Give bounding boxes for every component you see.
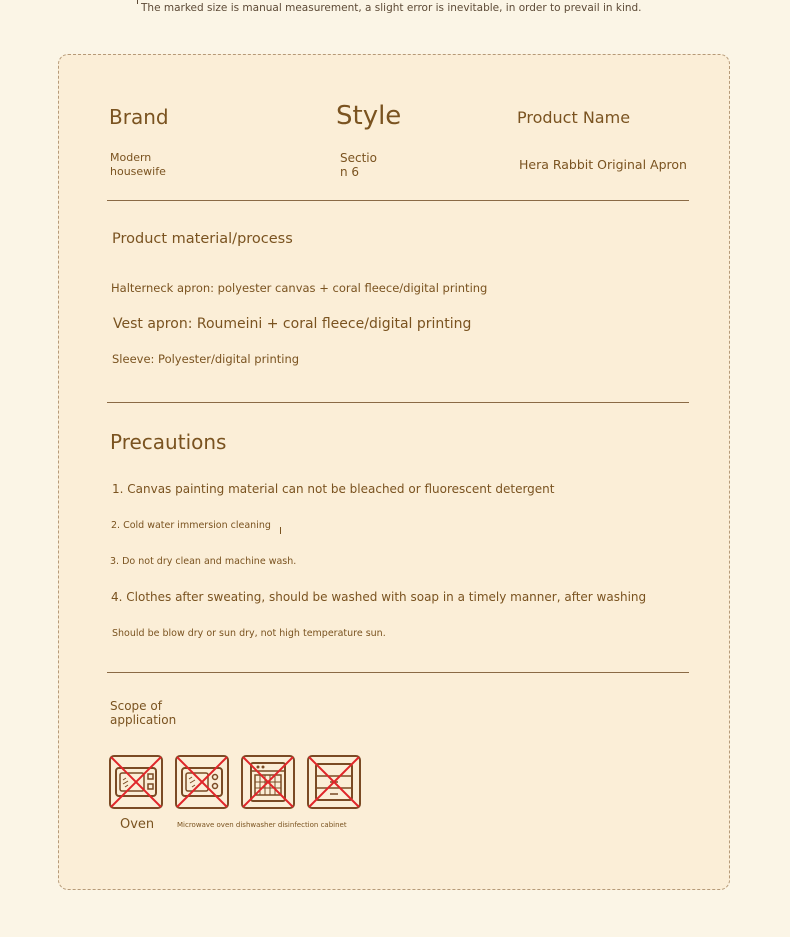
- precaution-item-4-continued: Should be blow dry or sun dry, not high temperature sun.: [112, 628, 386, 639]
- style-value: [340, 151, 377, 179]
- top-tick-mark: [137, 0, 138, 4]
- material-line-vest: Vest apron: Roumeini + coral fleece/digital printing: [113, 316, 472, 332]
- no-dishwasher-icon: [241, 755, 295, 809]
- style-value-line1: Sectio: [340, 151, 377, 165]
- divider: [107, 402, 689, 403]
- style-value-line2: n 6: [340, 165, 360, 179]
- product-name-value: Hera Rabbit Original Apron: [519, 157, 687, 172]
- product-name-label: Product Name: [517, 108, 631, 127]
- material-line-halterneck: Halterneck apron: polyester canvas + coral fleece/digital printing: [111, 281, 488, 295]
- brand-value-line1: Modern: [110, 151, 152, 164]
- divider: [107, 200, 689, 201]
- material-heading: Product material/process: [112, 231, 293, 247]
- precaution-item-4: 4. Clothes after sweating, should be washed with soap in a timely manner, after washing: [111, 590, 647, 604]
- no-oven-icon: [109, 755, 163, 809]
- material-line-sleeve: Sleeve: Polyester/digital printing: [112, 352, 300, 366]
- scope-heading-line2: application: [110, 713, 177, 727]
- oven-label: Oven: [120, 817, 155, 832]
- divider: [107, 672, 689, 673]
- precaution-item-1: 1. Canvas painting material can not be bleached or fluorescent detergent: [112, 482, 555, 496]
- brand-value: [110, 151, 166, 179]
- measurement-note: The marked size is manual measurement, a slight error is inevitable, in order to prevail in kind.: [141, 2, 642, 14]
- scope-heading: [110, 699, 176, 727]
- brand-label: Brand: [109, 105, 169, 129]
- precaution-item-3: 3. Do not dry clean and machine wash.: [110, 556, 297, 567]
- precautions-heading: Precautions: [110, 430, 227, 454]
- style-label: Style: [336, 101, 402, 131]
- brand-value-line2: housewife: [110, 165, 166, 178]
- precaution-item-2: 2. Cold water immersion cleaning: [111, 520, 271, 531]
- stray-mark: [280, 527, 281, 534]
- no-disinfection-cabinet-icon: [307, 755, 361, 809]
- scope-heading-line1: Scope of: [110, 699, 162, 713]
- no-microwave-icon: [175, 755, 229, 809]
- appliance-labels: Microwave oven dishwasher disinfection cabinet: [177, 821, 347, 829]
